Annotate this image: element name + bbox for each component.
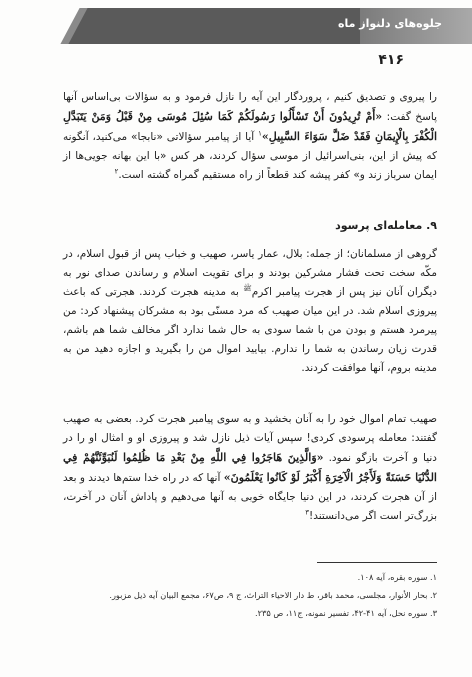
paragraph-text: به مدینه هجرت کردند. هجرتی که باعث پیروزی اسلام شد. در این میان صهیب که مرد مسنّی بود به مشرکان پیشنهاد کرد: من پیرمرد هستم و بودن من با شما سودی به حال شما ندارد اگر مخالف شما هم باشم، قدرت زیان رساندن به شما را ندارم. بیایید اموال من را بگیرید و اجازه دهید من به مدینه بروم، آنها موافقت کردند. <box>63 286 437 374</box>
footnote-marker: ۲ <box>114 167 119 176</box>
paragraph-text: آنها که در راه خدا ستم‌ها دیدند و بعد از آن هجرت کردند، در این دنیا جایگاه خوبی به آنها می‌دهیم و پاداش آنان در آخرت، بزرگ‌تر است اگر می‌دانستند! <box>63 472 437 522</box>
section-heading: ۹. معامله‌ای پرسود <box>335 219 437 232</box>
paragraph-text: را پیروی و تصدیق کنیم ، پروردگار این آیه را نازل فرمود و به سؤالات بی‌اساس آنها پاسخ گفت: <box>63 91 438 123</box>
footnote-divider <box>317 562 437 563</box>
salawat-symbol: ﷺ <box>243 284 252 293</box>
footnotes <box>63 568 437 622</box>
footnote-marker: ۳ <box>305 508 310 517</box>
paragraph-text: صهیب تمام اموال خود را به آنان بخشید و به سوی پیامبر هجرت کرد. بعضی به صهیب گفتند: معامله پرسودی کردی! سپس آیات ذیل نازل شد و پیروزی او و امثال او را در دنیا و آخرت بازگو نمود. <box>63 413 437 464</box>
footnote-1: ۱. سوره بقره، آیه ۱۰۸. <box>357 572 437 582</box>
paragraph-text: گروهی از مسلمانان؛ از جمله: بلال، عمار یاسر، صهیب و خباب پس از قبول اسلام، در مکّه سخت تحت فشار مشرکین بودند و برای تقویت اسلام و رساندن صدای نور به دیگران آنان نیز پس از هجرت پیامبر اکرم <box>63 248 437 298</box>
footnote-3: ۳. سوره نحل، آیه ۴۱-۴۲، تفسیر نمونه، ج۱۱، ص ۲۳۵. <box>254 608 437 618</box>
paragraph-3 <box>63 410 437 526</box>
paragraph-2 <box>63 245 437 378</box>
paragraph-1 <box>63 88 437 185</box>
footnote-2: ۲. بحار الأنوار، مجلسی، محمد باقر، ط دار الاحیاء التراث، ج ۹، ص۶۷، مجمع البیان آیه ذیل مزبور. <box>109 590 437 600</box>
footnote-marker: ۱ <box>258 129 262 138</box>
book-title: جلوه‌های دلنواز ماه <box>337 17 442 30</box>
quran-verse: «أَمْ تُرِيدُونَ أَنْ تَسْأَلُوا رَسُولَكُمْ كَمَا سُئِلَ مُوسَى مِنْ قَبْلُ وَمَنْ يَتَبَدَّلِ الْكُفْرَ بِالْإِيمَانِ فَقَدْ ضَلَّ سَوَاءَ السَّبِيلِ» <box>63 110 437 143</box>
page-header <box>0 0 472 48</box>
quran-verse: «وَالَّذِينَ هَاجَرُوا فِي اللَّهِ مِنْ بَعْدِ مَا ظُلِمُوا لَنُبَوِّئَنَّهُمْ فِي الدُّنْيَا حَسَنَةً وَلَأَجْرُ الْآخِرَةِ أَكْبَرُ لَوْ كَانُوا يَعْلَمُونَ» <box>63 451 437 484</box>
paragraph-text: آیا از پیامبر سؤالاتی «نابجا» می‌کنید، آنگونه که پیش از این، بنی‌اسرائیل از موسی سؤال کردند، هر کس «با این بهانه جویی‌ها از ایمان سرباز زند و» کفر پیشه کند قطعاً از راه مستقیم گمراه گشته است. <box>63 131 437 181</box>
page-number: ۴۱۶ <box>378 52 404 68</box>
